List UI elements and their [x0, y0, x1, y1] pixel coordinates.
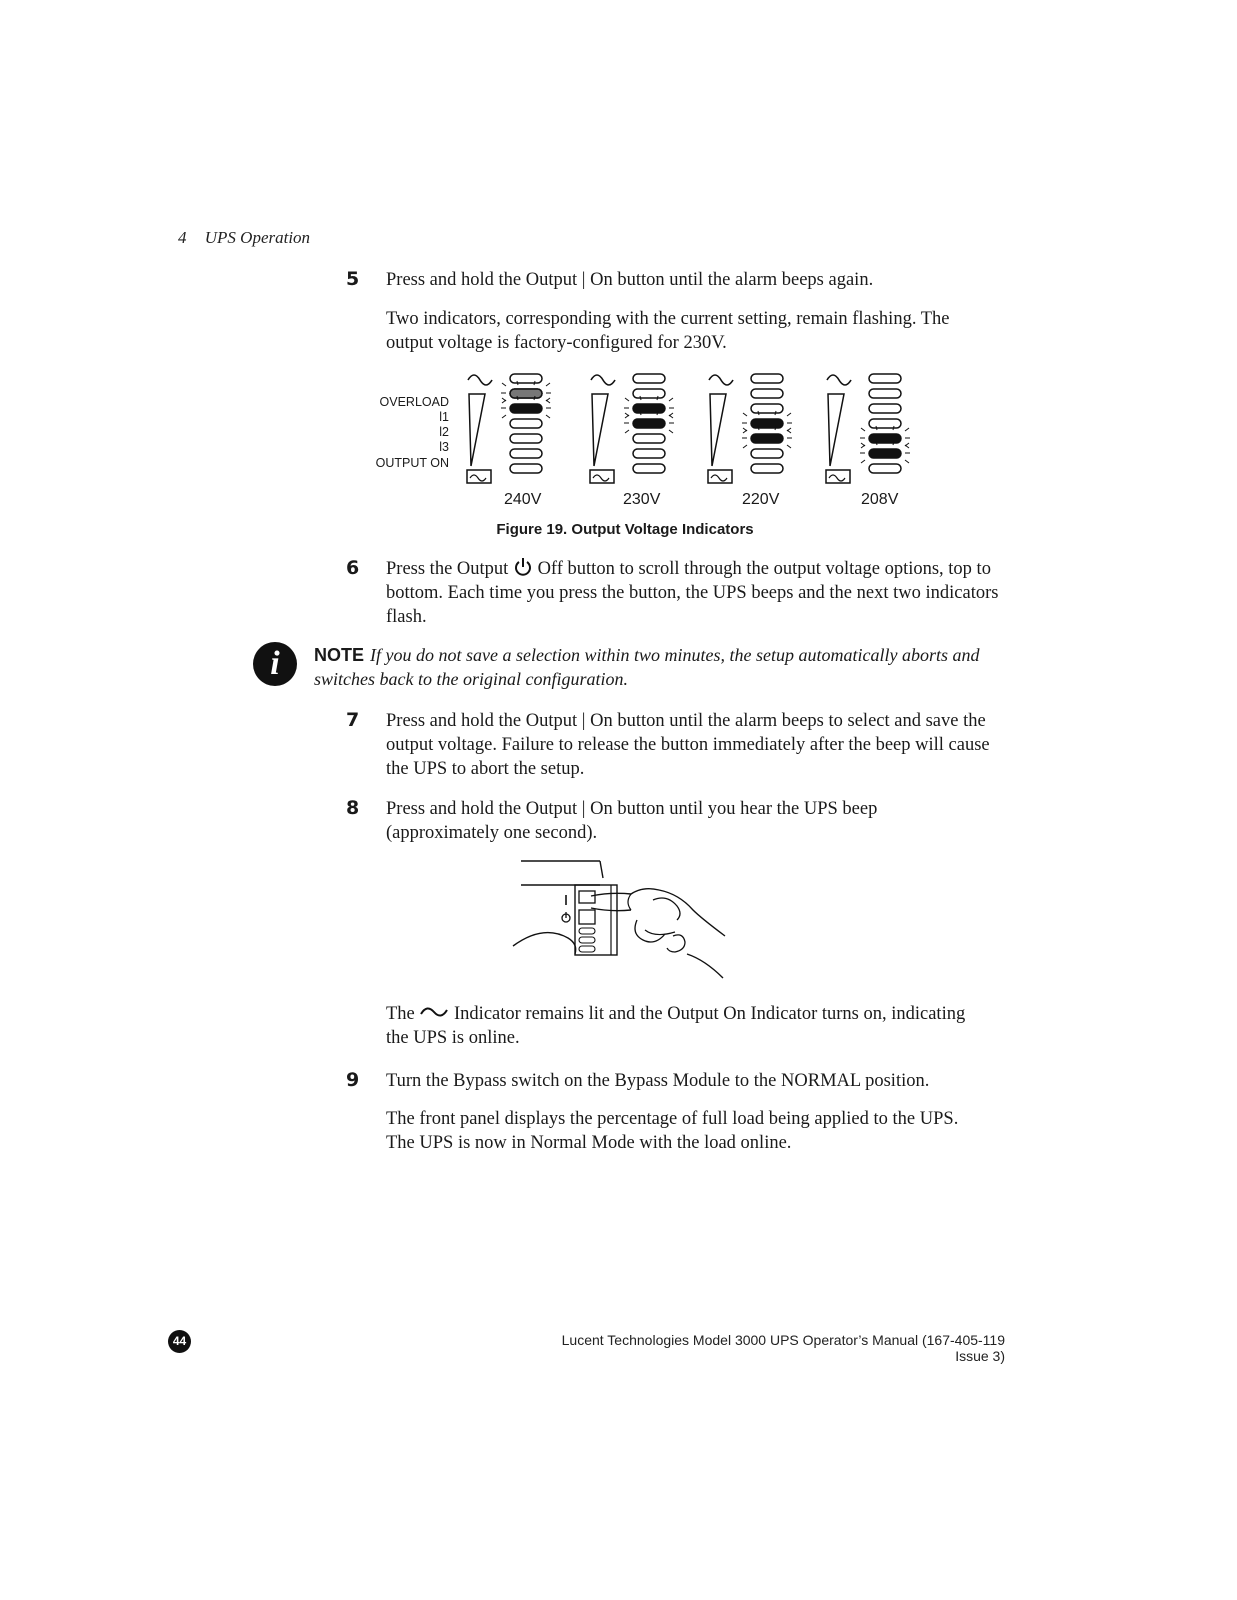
page-number-badge: 44: [168, 1330, 191, 1353]
label-l3: l3: [439, 440, 449, 454]
voltage-label-208v: 208V: [861, 491, 899, 508]
figure-caption: Figure 19. Output Voltage Indicators: [496, 521, 754, 538]
step-5-number: 5: [346, 268, 360, 290]
footer-text: Lucent Technologies Model 3000 UPS Operator’s Manual (167-405-119 Issue 3): [561, 1332, 1005, 1364]
note-text: If you do not save a selection within two minutes, the setup automatically aborts and switches back to the original configuration.: [314, 645, 980, 689]
step-6-text-b: Off button to scroll through the output voltage options, top to bottom. Each time you press the button, the UPS beeps and the next two indicators flash.: [386, 559, 999, 627]
chapter-title: UPS Operation: [204, 228, 311, 247]
step-5-followup: Two indicators, corresponding with the current setting, remain flashing. The output voltage is factory-configured for 230V.: [386, 309, 950, 353]
voltage-label-220v: 220V: [742, 491, 780, 508]
panel-240v: [467, 374, 551, 483]
output-voltage-figure: [375, 368, 920, 513]
voltage-label-240v: 240V: [504, 491, 542, 508]
panel-230v: [590, 374, 674, 483]
note-label: NOTE: [314, 645, 365, 665]
step-9-number: 9: [346, 1069, 360, 1091]
voltage-label-230v: 230V: [623, 491, 661, 508]
step-8-followup-b: Indicator remains lit and the Output On Indicator turns on, indicating the UPS is online.: [386, 1004, 966, 1048]
step-6-text-a: Press the Output: [386, 559, 509, 579]
label-l1: l1: [439, 410, 449, 424]
step-5-text: Press and hold the Output | On button until the alarm beeps again.: [386, 270, 874, 290]
label-l2: l2: [439, 425, 449, 439]
step-6-text: [386, 557, 1006, 629]
panel-220v: [708, 374, 792, 483]
label-overload: OVERLOAD: [379, 395, 449, 409]
ac-sine-icon: [419, 1005, 449, 1019]
indicator-panels: [460, 368, 920, 488]
step-7-number: 7: [346, 709, 360, 731]
step-8-followup-a: The: [386, 1004, 415, 1024]
power-icon: [513, 557, 533, 577]
step-9-followup: The front panel displays the percentage of full load being applied to the UPS. The UPS is now in Normal Mode with the load online.: [386, 1109, 959, 1153]
step-7-text: Press and hold the Output | On button until the alarm beeps to select and save the output voltage. Failure to release the button immediately after the beep will cause the UPS to abort the setup.: [386, 711, 990, 779]
chapter-number: 4: [178, 228, 187, 247]
step-9-text: Turn the Bypass switch on the Bypass Module to the NORMAL position.: [386, 1071, 930, 1091]
label-output-on: OUTPUT ON: [375, 456, 449, 470]
panel-208v: [826, 374, 910, 483]
step-8-text: Press and hold the Output | On button until you hear the UPS beep (approximately one second).: [386, 799, 878, 843]
note-block: [314, 643, 1014, 691]
step-8-followup: [386, 1002, 986, 1050]
chapter-header: [178, 228, 310, 248]
step-8-number: 8: [346, 797, 360, 819]
info-icon: i: [253, 642, 297, 686]
step-6-number: 6: [346, 557, 360, 579]
hand-pressing-button-illustration: [505, 858, 745, 982]
